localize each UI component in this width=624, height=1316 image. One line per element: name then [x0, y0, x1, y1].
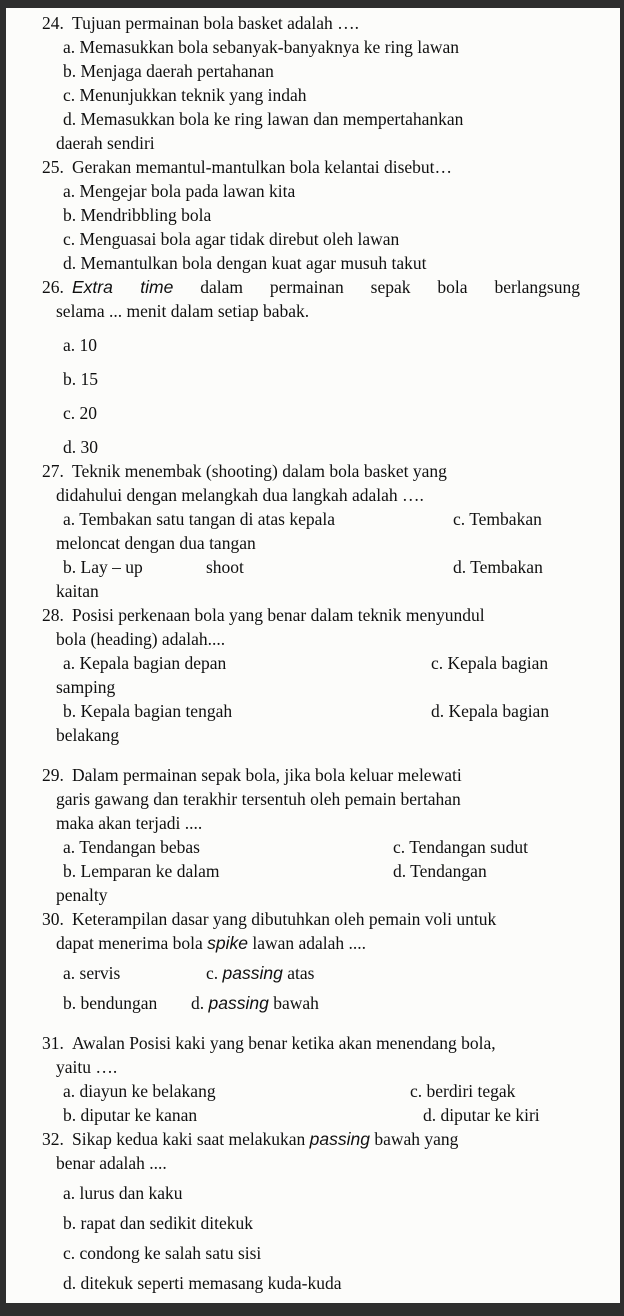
question — [6, 155, 620, 275]
option-line — [6, 859, 620, 883]
text-segment: d. Tendangan — [393, 861, 487, 881]
option-line — [6, 435, 620, 459]
text-segment: b. Mendribbling bola — [63, 205, 212, 225]
text-segment: maka akan terjadi .... — [56, 813, 203, 833]
text-segment: Awalan Posisi kaki yang benar ketika akan menendang bola, — [72, 1033, 496, 1053]
text-segment: Dalam permainan sepak bola, jika bola keluar melewati — [72, 765, 462, 785]
text-line — [6, 931, 620, 955]
option-line — [6, 1079, 620, 1103]
text-segment: d. ditekuk seperti memasang kuda-kuda — [63, 1273, 342, 1293]
text-segment: penalty — [56, 885, 108, 905]
text-line — [6, 627, 620, 651]
text-segment: b. Kepala bagian tengah — [63, 701, 233, 721]
text-segment: atas — [282, 963, 315, 983]
option-line — [6, 59, 620, 83]
question-first-line — [6, 1127, 620, 1151]
question-first-line — [6, 1031, 620, 1055]
text-segment: d. Memasukkan bola ke ring lawan dan mempertahankan — [63, 109, 464, 129]
tabbed-option-text — [453, 555, 543, 579]
text-segment: daerah sendiri — [56, 133, 155, 153]
text-line — [6, 131, 620, 155]
text-segment: d. Memantulkan bola dengan kuat agar musuh takut — [63, 253, 427, 273]
option-line — [6, 651, 620, 675]
text-segment: lawan adalah .... — [247, 933, 367, 953]
text-segment: a. Kepala bagian depan — [63, 653, 227, 673]
text-segment: dapat menerima bola — [56, 933, 208, 953]
text-segment: c. Menunjukkan teknik yang indah — [63, 85, 307, 105]
question — [6, 763, 620, 907]
option-line — [6, 699, 620, 723]
text-segment: belakang — [56, 725, 120, 745]
tabbed-option-text — [431, 651, 548, 675]
tabbed-option-text — [410, 1079, 515, 1103]
question-number: 27. — [42, 461, 64, 481]
question — [6, 907, 620, 1015]
question-first-line — [6, 907, 620, 931]
text-segment: c. berdiri tegak — [410, 1081, 516, 1101]
question-number: 30. — [42, 909, 64, 929]
option-line — [6, 507, 620, 531]
text-segment: garis gawang dan terakhir tersentuh oleh pemain bertahan — [56, 789, 461, 809]
italic-text: passing — [208, 993, 269, 1013]
question-number: 32. — [42, 1129, 64, 1149]
tabbed-option-text — [423, 1103, 540, 1127]
text-segment: a. diayun ke belakang — [63, 1081, 216, 1101]
text-segment: a. 10 — [63, 335, 98, 355]
question-number: 26. — [42, 277, 64, 297]
tabbed-option-text — [393, 859, 487, 883]
text-segment: didahului dengan melangkah dua langkah adalah …. — [56, 485, 424, 505]
tabbed-option-text — [191, 991, 319, 1015]
tabbed-option-text — [431, 699, 549, 723]
option-line — [6, 333, 620, 357]
option-line — [6, 107, 620, 131]
text-line — [6, 1151, 620, 1175]
text-line — [6, 883, 620, 907]
text-line — [6, 787, 620, 811]
text-segment: d. 30 — [63, 437, 98, 457]
question-number: 25. — [42, 157, 64, 177]
question-first-line — [6, 763, 620, 787]
text-segment: a. Mengejar bola pada lawan kita — [63, 181, 296, 201]
italic-text: passing — [222, 963, 283, 983]
text-segment: a. Tembakan satu tangan di atas kepala — [63, 509, 336, 529]
text-line — [6, 1055, 620, 1079]
option-line — [6, 1181, 620, 1205]
tabbed-option-text — [453, 507, 542, 531]
text-segment: c. condong ke salah satu sisi — [63, 1243, 262, 1263]
italic-text: Extra time — [72, 277, 174, 297]
text-segment: b. bendungan — [63, 993, 158, 1013]
text-line — [6, 531, 620, 555]
text-segment: shoot — [206, 557, 244, 577]
question-number: 29. — [42, 765, 64, 785]
question-first-line — [6, 603, 620, 627]
text-segment: a. Memasukkan bola sebanyak-banyaknya ke ring lawan — [63, 37, 460, 57]
text-line — [6, 299, 620, 323]
text-segment: a. servis — [63, 963, 121, 983]
text-segment: d. Kepala bagian — [431, 701, 550, 721]
option-line — [6, 251, 620, 275]
text-line — [6, 483, 620, 507]
exam-questions — [6, 8, 620, 1295]
text-segment: b. rapat dan sedikit ditekuk — [63, 1213, 254, 1233]
option-line — [6, 35, 620, 59]
option-line — [6, 991, 620, 1015]
text-segment: bawah yang — [369, 1129, 459, 1149]
text-segment: c. Kepala bagian — [431, 653, 549, 673]
option-line — [6, 367, 620, 391]
document-page — [6, 8, 620, 1303]
text-segment: b. 15 — [63, 369, 98, 389]
option-line — [6, 203, 620, 227]
text-segment: b. diputar ke kanan — [63, 1105, 198, 1125]
text-line — [6, 811, 620, 835]
text-segment: a. Tendangan bebas — [63, 837, 200, 857]
text-segment: d. — [191, 993, 209, 1013]
text-segment: d. diputar ke kiri — [423, 1105, 540, 1125]
text-segment: bola (heading) adalah.... — [56, 629, 226, 649]
text-line — [6, 579, 620, 603]
text-segment: d. Tembakan — [453, 557, 543, 577]
option-line — [6, 555, 620, 579]
text-segment: b. Lemparan ke dalam — [63, 861, 220, 881]
option-line — [6, 227, 620, 251]
text-segment: dalam permainan sepak bola berlangsung — [173, 277, 580, 297]
text-segment: c. Menguasai bola agar tidak direbut oleh lawan — [63, 229, 400, 249]
question — [6, 11, 620, 155]
text-segment: samping — [56, 677, 116, 697]
text-segment: Posisi perkenaan bola yang benar dalam teknik menyundul — [72, 605, 485, 625]
text-segment: b. Lay – up — [63, 557, 143, 577]
text-segment: Gerakan memantul-mantulkan bola kelantai disebut… — [72, 157, 453, 177]
tabbed-option-text — [206, 555, 244, 579]
option-line — [6, 1241, 620, 1265]
question — [6, 1031, 620, 1127]
text-segment: Teknik menembak (shooting) dalam bola basket yang — [72, 461, 447, 481]
text-segment: selama ... menit dalam setiap babak. — [56, 301, 310, 321]
question-first-line — [6, 459, 620, 483]
text-segment: c. 20 — [63, 403, 98, 423]
tabbed-option-text — [393, 835, 528, 859]
text-segment: yaitu …. — [56, 1057, 118, 1077]
text-segment: c. Tendangan sudut — [393, 837, 529, 857]
question — [6, 603, 620, 747]
option-line — [6, 1103, 620, 1127]
option-line — [6, 401, 620, 425]
question-number: 24. — [42, 13, 64, 33]
question-number: 28. — [42, 605, 64, 625]
text-segment: c. — [206, 963, 223, 983]
question-number: 31. — [42, 1033, 64, 1053]
question-first-line — [6, 155, 620, 179]
text-segment: a. lurus dan kaku — [63, 1183, 183, 1203]
option-line — [6, 83, 620, 107]
option-line — [6, 835, 620, 859]
option-line — [6, 1211, 620, 1235]
question — [6, 275, 620, 459]
option-line — [6, 1271, 620, 1295]
tabbed-option-text — [206, 961, 314, 985]
text-segment: b. Menjaga daerah pertahanan — [63, 61, 274, 81]
text-line — [6, 723, 620, 747]
question-first-line — [6, 275, 620, 299]
question-first-line — [6, 11, 620, 35]
option-line — [6, 961, 620, 985]
option-line — [6, 179, 620, 203]
text-segment: benar adalah .... — [56, 1153, 167, 1173]
italic-text: passing — [309, 1129, 370, 1149]
question — [6, 1127, 620, 1295]
text-segment: kaitan — [56, 581, 99, 601]
text-segment: Tujuan permainan bola basket adalah …. — [72, 13, 360, 33]
italic-text: spike — [207, 933, 248, 953]
text-segment: Keterampilan dasar yang dibutuhkan oleh pemain voli untuk — [72, 909, 497, 929]
text-segment: c. Tembakan — [453, 509, 542, 529]
text-segment: meloncat dengan dua tangan — [56, 533, 256, 553]
question — [6, 459, 620, 603]
text-line — [6, 675, 620, 699]
text-segment: Sikap kedua kaki saat melakukan — [72, 1129, 310, 1149]
text-segment: bawah — [268, 993, 319, 1013]
